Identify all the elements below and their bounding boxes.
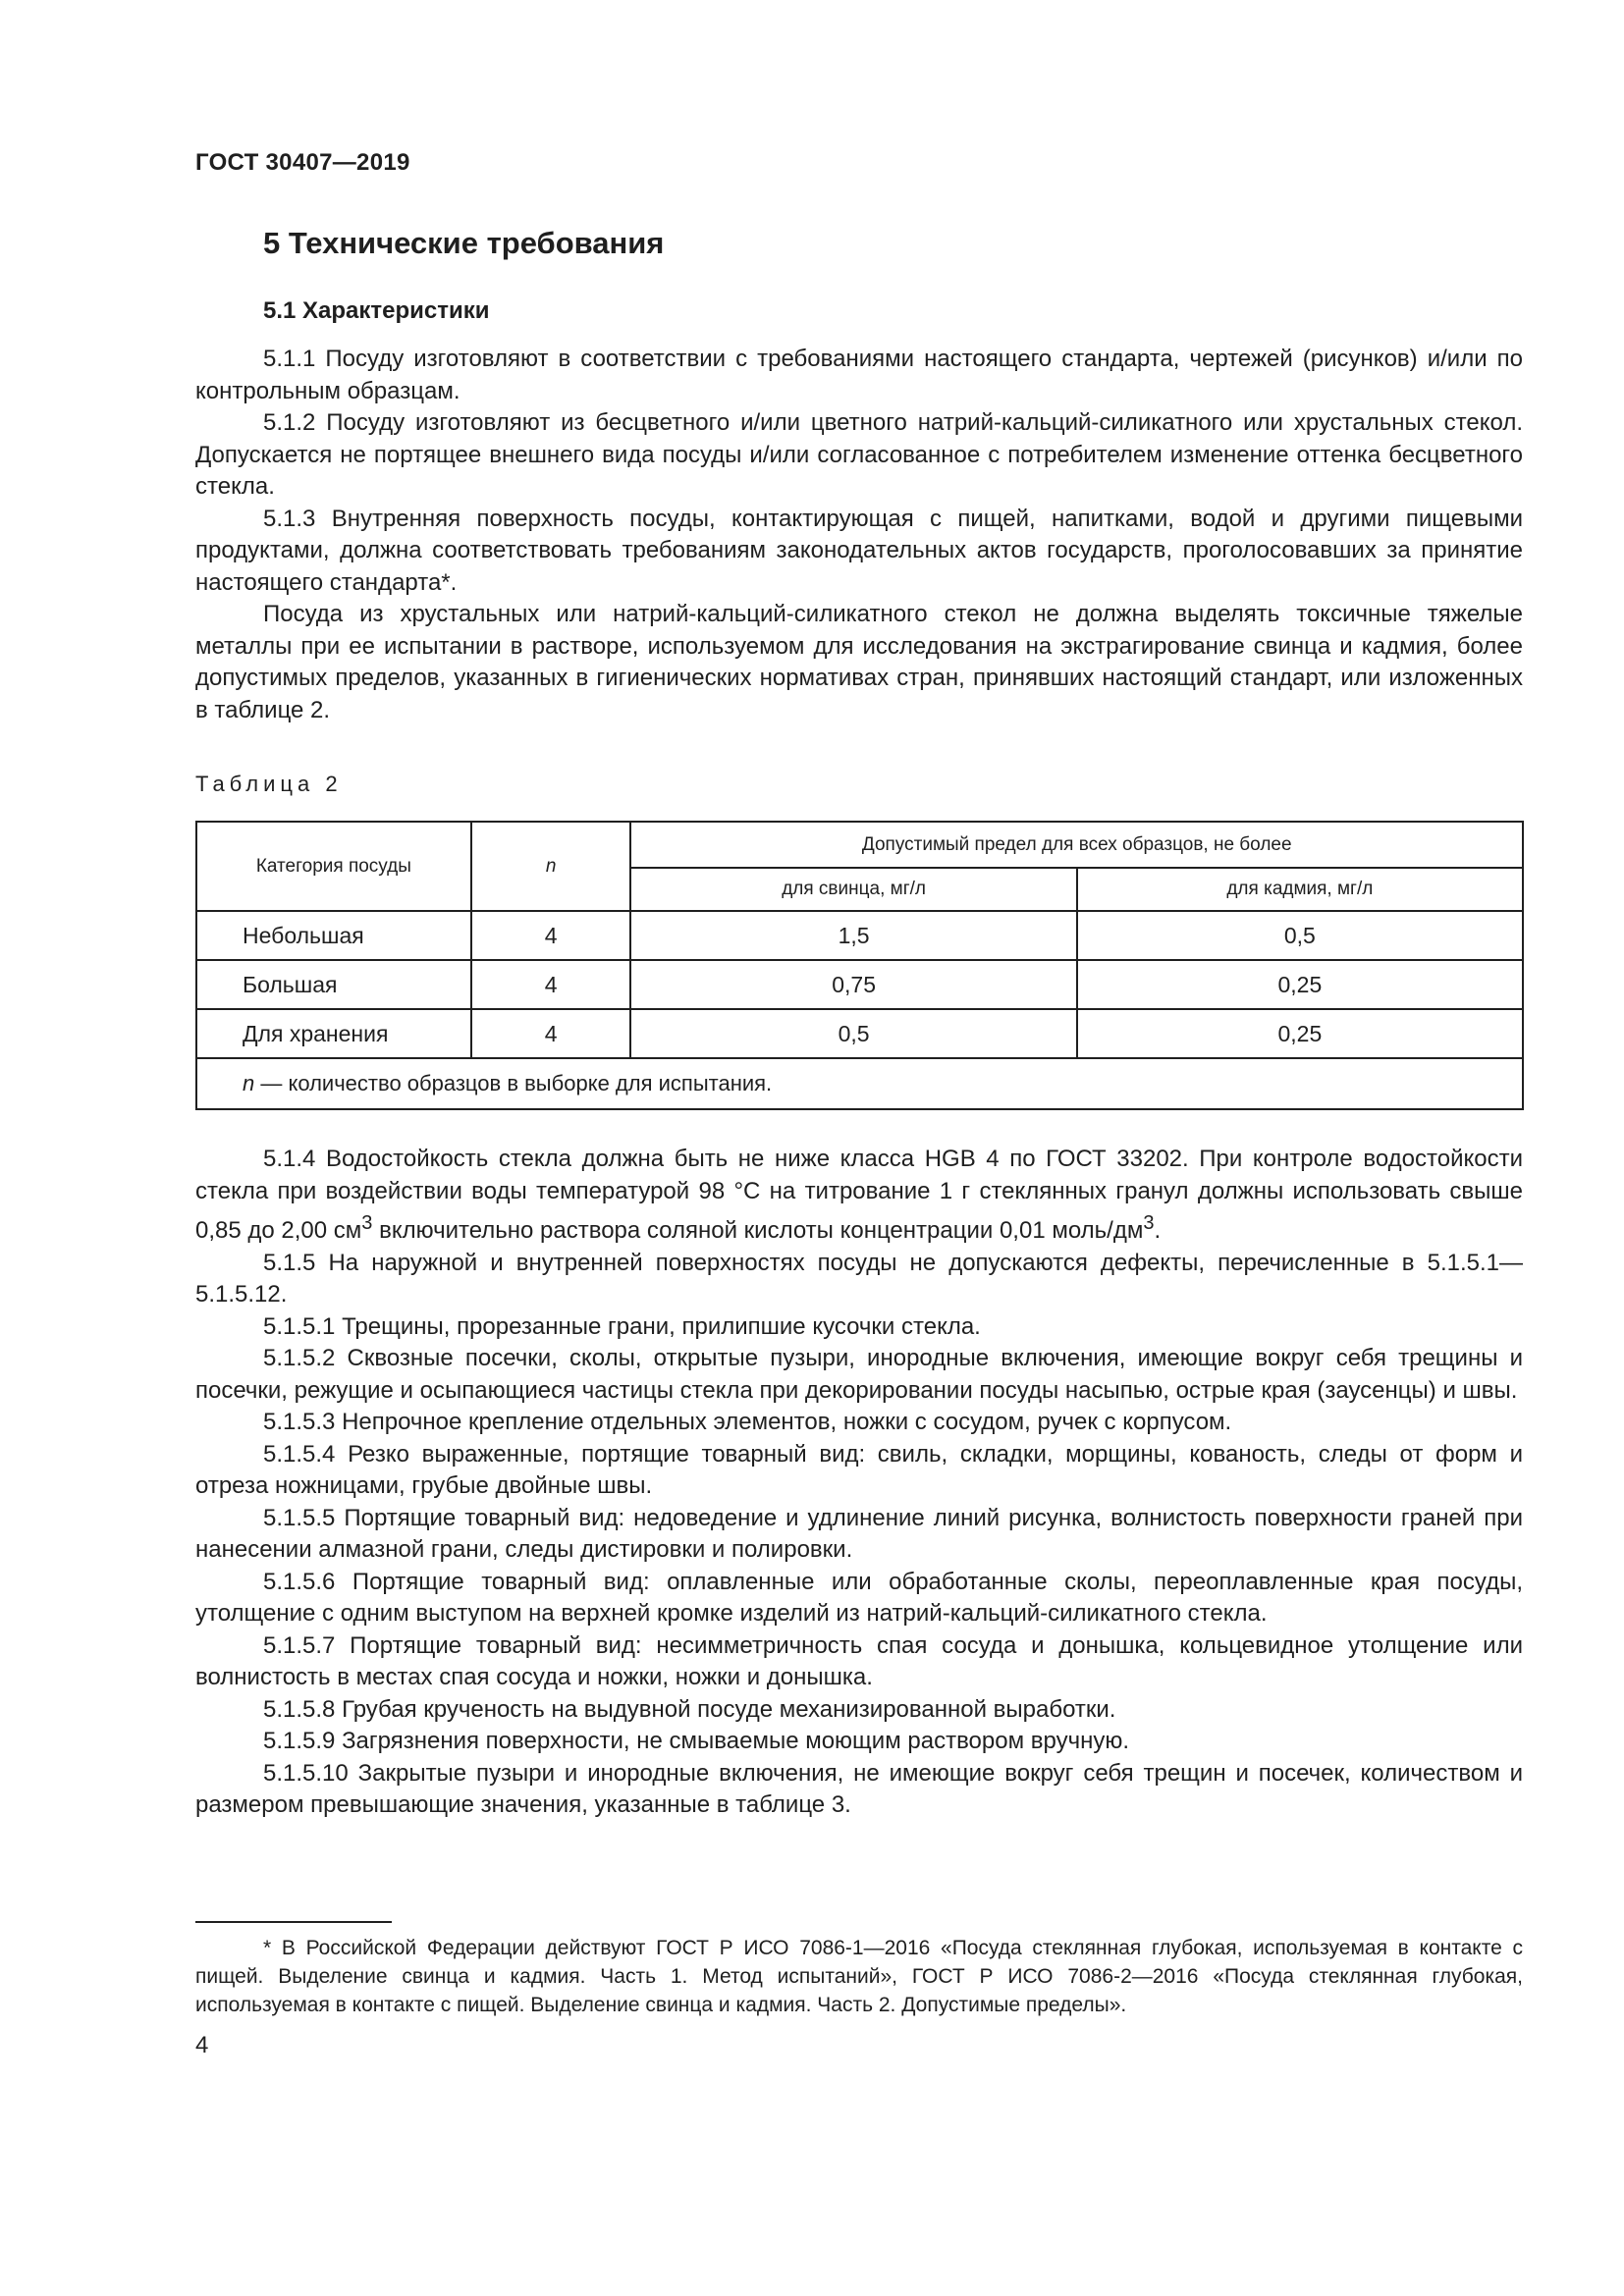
- cell-category: Большая: [196, 960, 471, 1009]
- paragraph-5-1-2: 5.1.2 Посуду изготовляют из бесцветного и/или цветного натрий-кальций-силикатного или хрустальных стекол. Допускается не портящее внешнего вида посуды и/или согласованное с потребителем изменение оттенка бесцветного стекла.: [195, 409, 1523, 500]
- paragraph-5-1-3: 5.1.3 Внутренняя поверхность посуды, контактирующая с пищей, напитками, водой и другими пищевыми продуктами, должна соответствовать требованиям законодательных актов государств, проголосовавших за принятие настоящего стандарта*.: [195, 505, 1523, 596]
- superscript: 3: [361, 1212, 373, 1234]
- paragraph-5-1-5-4: 5.1.5.4 Резко выраженные, портящие товарный вид: свиль, складки, морщины, кованость, следы от форм и отреза ножницами, грубые двойные швы.: [195, 1440, 1523, 1499]
- paragraph-5-1-5-7: 5.1.5.7 Портящие товарный вид: несимметричность спая сосуда и донышка, кольцевидное утолщение или волнистость в местах спая сосуда и ножки, ножки и донышка.: [195, 1631, 1523, 1690]
- cell-category: Небольшая: [196, 911, 471, 960]
- paragraph-5-1-5-9: 5.1.5.9 Загрязнения поверхности, не смываемые моющим раствором вручную.: [263, 1728, 1130, 1754]
- p514-part-a: 5.1.4 Водостойкость стекла должна быть не ниже класса HGB 4 по ГОСТ 33202. При контроле водостойкости стекла при воздействии воды температурой 98 °С на титрование 1 г стеклянных гранул должны использовать свыше 0,85 до 2,00 см: [195, 1146, 1523, 1244]
- cell-n: 4: [471, 911, 631, 960]
- page-number: 4: [195, 2032, 209, 2058]
- paragraph-5-1-5-1: 5.1.5.1 Трещины, прорезанные грани, прилипшие кусочки стекла.: [263, 1312, 981, 1340]
- cell-lead: 0,5: [630, 1009, 1076, 1058]
- paragraph-5-1-1: 5.1.1 Посуду изготовляют в соответствии с требованиями настоящего стандарта, чертежей (рисунков) и/или по контрольным образцам.: [195, 346, 1523, 404]
- cell-n: 4: [471, 1009, 631, 1058]
- paragraphs-top: [195, 344, 1523, 726]
- header-category: Категория посуды: [196, 822, 471, 911]
- table-2: [195, 821, 1524, 1110]
- subsection-title: 5.1 Характеристики: [263, 297, 490, 324]
- paragraph-5-1-5-10: 5.1.5.10 Закрытые пузыри и инородные включения, не имеющие вокруг себя трещин и посечек, количеством и размером превышающие значения, указанные в таблице 3.: [195, 1759, 1523, 1818]
- table-note: [196, 1058, 1523, 1109]
- cell-n: 4: [471, 960, 631, 1009]
- table-row: [196, 960, 1523, 1009]
- cell-cadmium: 0,5: [1077, 911, 1523, 960]
- paragraph-5-1-5: 5.1.5 На наружной и внутренней поверхностях посуды не допускаются дефекты, перечисленные в 5.1.5.1—5.1.5.12.: [195, 1249, 1523, 1308]
- table-header-row: [196, 822, 1523, 868]
- paragraph-5-1-5-8: 5.1.5.8 Грубая крученость на выдувной посуде механизированной выработки.: [263, 1695, 1116, 1723]
- note-text: — количество образцов в выборке для испытания.: [254, 1071, 773, 1095]
- header-cadmium: для кадмия, мг/л: [1077, 868, 1523, 911]
- p514-part-c: .: [1154, 1217, 1162, 1244]
- paragraph-5-1-5-6: 5.1.5.6 Портящие товарный вид: оплавленные или обработанные сколы, переоплавленные края посуды, утолщение с одним выступом на верхней кромке изделий из натрий-кальций-силикатного стекла.: [195, 1568, 1523, 1627]
- paragraph-5-1-5-2: 5.1.5.2 Сквозные посечки, сколы, открытые пузыри, инородные включения, имеющие вокруг себя трещины и посечки, режущие и осыпающиеся частицы стекла при декорировании посуды насыпью, острые края (заусенцы) и швы.: [195, 1345, 1523, 1404]
- note-symbol: n: [243, 1071, 255, 1095]
- table-row: [196, 1009, 1523, 1058]
- document-header: ГОСТ 30407—2019: [195, 149, 410, 176]
- cell-cadmium: 0,25: [1077, 1009, 1523, 1058]
- section-title: 5 Технические требования: [263, 226, 665, 260]
- table-note-row: [196, 1058, 1523, 1109]
- cell-lead: 1,5: [630, 911, 1076, 960]
- p514-part-b: включительно раствора соляной кислоты концентрации 0,01 моль/дм: [372, 1217, 1144, 1244]
- table-row: [196, 911, 1523, 960]
- paragraphs-bottom: [195, 1144, 1523, 1822]
- footnote: [195, 1934, 1523, 2019]
- superscript: 3: [1143, 1212, 1155, 1234]
- paragraph-5-1-4: [195, 1144, 1523, 1248]
- paragraph-toxic-metals: Посуда из хрустальных или натрий-кальций-силикатного стекол не должна выделять токсичные тяжелые металлы при ее испытании в растворе, используемом для исследования на экстрагирование свинца и кадмия, более допустимых пределов, указанных в гигиенических нормативах стран, принявших настоящий стандарт, или изложенных в таблице 2.: [195, 601, 1523, 723]
- cell-cadmium: 0,25: [1077, 960, 1523, 1009]
- header-limit: Допустимый предел для всех образцов, не более: [630, 822, 1523, 868]
- header-n: n: [471, 822, 631, 911]
- paragraph-5-1-5-5: 5.1.5.5 Портящие товарный вид: недоведение и удлинение линий рисунка, волнистость поверхности граней при нанесении алмазной грани, следы дистировки и полировки.: [195, 1504, 1523, 1563]
- header-lead: для свинца, мг/л: [630, 868, 1076, 911]
- cell-category: Для хранения: [196, 1009, 471, 1058]
- cell-lead: 0,75: [630, 960, 1076, 1009]
- footnote-text: * В Российской Федерации действуют ГОСТ Р ИСО 7086-1—2016 «Посуда стеклянная глубокая, используемая в контакте с пищей. Выделение свинца и кадмия. Часть 1. Метод испытаний», ГОСТ Р ИСО 7086-2—2016 «Посуда стеклянная глубокая, используемая в контакте с пищей. Выделение свинца и кадмия. Часть 2. Допустимые пределы».: [195, 1937, 1523, 2016]
- paragraph-5-1-5-3: 5.1.5.3 Непрочное крепление отдельных элементов, ножки с сосудом, ручек с корпусом.: [263, 1409, 1232, 1435]
- footnote-separator: [195, 1921, 392, 1923]
- table-caption: Таблица 2: [195, 772, 343, 796]
